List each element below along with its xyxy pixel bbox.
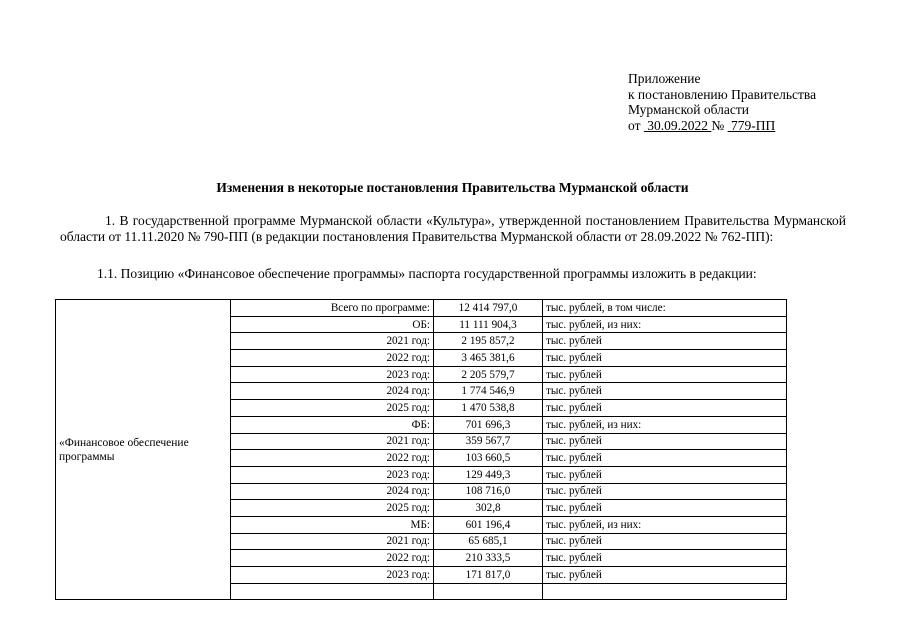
empty-cell — [231, 583, 434, 600]
row-unit: тыс. рублей — [543, 366, 787, 383]
appendix-date-line — [628, 118, 816, 134]
row-value: 129 449,3 — [434, 466, 543, 483]
row-caption: 2022 год: — [231, 550, 434, 567]
row-unit: тыс. рублей, из них: — [543, 416, 787, 433]
row-unit: тыс. рублей — [543, 567, 787, 584]
row-unit: тыс. рублей, из них: — [543, 316, 787, 333]
row-unit: тыс. рублей — [543, 350, 787, 367]
row-caption: 2022 год: — [231, 450, 434, 467]
paragraph-1-1: 1.1. Позицию «Финансовое обеспечение программы» паспорта государственной программы изложить в редакции: — [97, 266, 757, 281]
row-unit: тыс. рублей — [543, 433, 787, 450]
row-value: 65 685,1 — [434, 533, 543, 550]
appendix-line-resolution: к постановлению Правительства — [628, 86, 817, 102]
row-value: 701 696,3 — [434, 416, 543, 433]
row-unit: тыс. рублей — [543, 450, 787, 467]
empty-cell — [434, 583, 543, 600]
row-unit: тыс. рублей — [543, 383, 787, 400]
row-caption: 2021 год: — [231, 433, 434, 450]
row-value: 171 817,0 — [434, 567, 543, 584]
row-caption: 2021 год: — [231, 533, 434, 550]
row-unit: тыс. рублей, из них: — [543, 516, 787, 533]
row-unit: тыс. рублей — [543, 400, 787, 417]
row-unit: тыс. рублей — [543, 466, 787, 483]
row-caption: Всего по программе: — [231, 300, 434, 317]
row-caption: 2021 год: — [231, 333, 434, 350]
financing-table — [55, 299, 787, 600]
empty-cell — [543, 583, 787, 600]
row-unit: тыс. рублей — [543, 550, 787, 567]
row-value: 108 716,0 — [434, 483, 543, 500]
row-value: 2 195 857,2 — [434, 333, 543, 350]
row-unit: тыс. рублей — [543, 483, 787, 500]
row-value: 3 465 381,6 — [434, 350, 543, 367]
row-value: 103 660,5 — [434, 450, 543, 467]
row-value: 359 567,7 — [434, 433, 543, 450]
row-value: 1 470 538,8 — [434, 400, 543, 417]
appendix-date: 30.09.2022 — [647, 117, 708, 133]
appendix-block — [628, 71, 816, 133]
row-caption: 2025 год: — [231, 400, 434, 417]
row-unit: тыс. рублей — [543, 333, 787, 350]
document-title: Изменения в некоторые постановления Правительства Мурманской области — [216, 180, 689, 195]
row-caption: 2023 год: — [231, 567, 434, 584]
row-value: 1 774 546,9 — [434, 383, 543, 400]
appendix-number: 779-ПП — [731, 117, 776, 133]
appendix-heading: Приложение — [628, 71, 701, 86]
appendix-line-region: Мурманской области — [628, 102, 749, 117]
appendix-prefix: от — [628, 117, 641, 133]
appendix-number-sign: № — [711, 117, 725, 133]
row-caption: МБ: — [231, 516, 434, 533]
row-value: 2 205 579,7 — [434, 366, 543, 383]
row-caption: 2022 год: — [231, 350, 434, 367]
row-caption: 2023 год: — [231, 466, 434, 483]
row-unit: тыс. рублей, в том числе: — [543, 300, 787, 317]
row-unit: тыс. рублей — [543, 533, 787, 550]
row-value: 601 196,4 — [434, 516, 543, 533]
row-caption: ОБ: — [231, 316, 434, 333]
row-value: 302,8 — [434, 500, 543, 517]
section-label: «Финансовое обеспечение программы — [56, 300, 231, 600]
row-value: 11 111 904,3 — [434, 316, 543, 333]
row-caption: 2024 год: — [231, 383, 434, 400]
financing-table-body — [56, 300, 787, 600]
table-row — [56, 300, 787, 317]
row-caption: 2024 год: — [231, 483, 434, 500]
row-caption: ФБ: — [231, 416, 434, 433]
paragraph-1: 1. В государственной программе Мурманской области «Культура», утвержденной постановлением Правительства Мурманской области от 11.11.2020 № 790-ПП (в редакции постановления Правительства Мурманской области от 28.09.2022 № 762-ПП): — [60, 213, 846, 244]
row-value: 210 333,5 — [434, 550, 543, 567]
row-value: 12 414 797,0 — [434, 300, 543, 317]
row-unit: тыс. рублей — [543, 500, 787, 517]
row-caption: 2025 год: — [231, 500, 434, 517]
row-caption: 2023 год: — [231, 366, 434, 383]
